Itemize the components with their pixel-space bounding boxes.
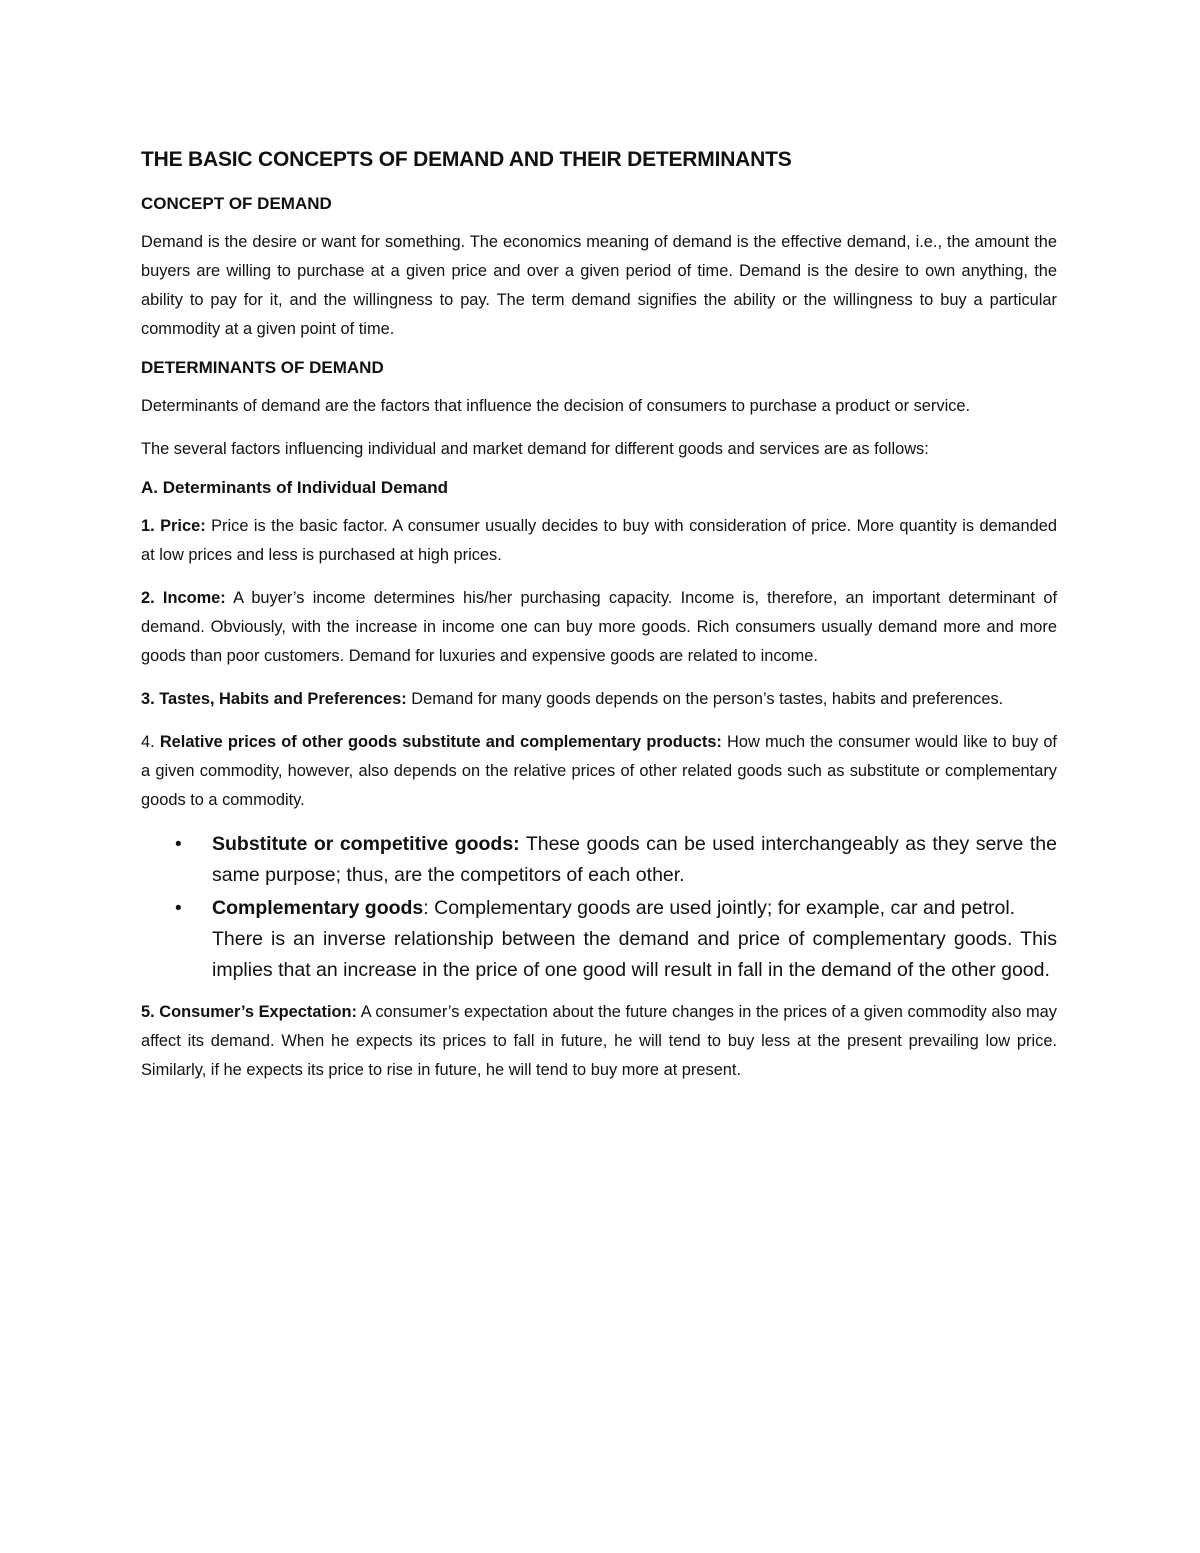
item-text: A consumer’s expectation about the future changes in the prices of a given commodity also may affect its demand. When he expects its prices to fall in future, he will tend to buy less at the present prevailing low price. Similarly, if he expects its price to rise in future, he will tend to buy more at present. xyxy=(141,1003,1057,1079)
item-income xyxy=(141,584,1057,671)
item-text: Price is the basic factor. A consumer usually decides to buy with consideration of price. More quantity is demanded at low prices and less is purchased at high prices. xyxy=(141,517,1057,564)
item-text: A buyer’s income determines his/her purchasing capacity. Income is, therefore, an important determinant of demand. Obviously, with the increase in income one can buy more goods. Rich consumers usually demand more and more goods than poor customers. Demand for luxuries and expensive goods are related to income. xyxy=(141,589,1057,665)
bullet-icon: • xyxy=(175,898,182,919)
concept-heading: CONCEPT OF DEMAND xyxy=(141,194,332,213)
factors-paragraph: The several factors influencing individual and market demand for different goods and services are as follows: xyxy=(141,440,929,458)
document-page xyxy=(141,140,1057,1099)
bullet-text: : Complementary goods are used jointly; for example, car and petrol. xyxy=(423,897,1016,919)
individual-demand-heading: A. Determinants of Individual Demand xyxy=(141,478,448,497)
concept-paragraph: Demand is the desire or want for something. The economics meaning of demand is the effective demand, i.e., the amount the buyers are willing to purchase at a given price and over a given period of time. Demand is the desire to own anything, the ability to pay for it, and the willingness to pay. The term demand signifies the ability or the willingness to buy a particular commodity at a given point of time. xyxy=(141,233,1057,338)
item-title: 3. Tastes, Habits and Preferences: xyxy=(141,690,407,708)
list-item-complementary-goods xyxy=(141,893,1057,986)
item-title: Relative prices of other goods substitute and complementary products: xyxy=(159,733,722,751)
item-prefix: 4. xyxy=(141,733,160,751)
bullet-icon: • xyxy=(175,834,182,855)
item-title: 5. Consumer’s Expectation: xyxy=(141,1003,357,1021)
list-item-substitute-goods xyxy=(141,829,1057,891)
item-text: How much the consumer would like to buy of a given commodity, however, also depends on the relative prices of other related goods such as substitute or complementary goods to a commodity. xyxy=(141,733,1057,809)
bullet-extra-text: There is an inverse relationship between the demand and price of complementary goods. This implies that an increase in the price of one good will result in fall in the demand of the other good. xyxy=(212,928,1057,981)
determinants-heading: DETERMINANTS OF DEMAND xyxy=(141,358,384,377)
bullet-text: These goods can be used interchangeably as they serve the same purpose; thus, are the competitors of each other. xyxy=(212,833,1057,886)
bullet-title: Complementary goods xyxy=(212,897,424,919)
item-title: 2. Income: xyxy=(141,589,226,607)
goods-bullet-list xyxy=(141,829,1057,986)
item-title: 1. Price: xyxy=(141,517,206,535)
determinants-paragraph: Determinants of demand are the factors that influence the decision of consumers to purchase a product or service. xyxy=(141,397,971,415)
item-relative-prices xyxy=(141,728,1057,815)
bullet-title: Substitute or competitive goods: xyxy=(212,833,520,855)
document-title: THE BASIC CONCEPTS OF DEMAND AND THEIR DETERMINANTS xyxy=(141,148,792,171)
item-text: Demand for many goods depends on the person’s tastes, habits and preferences. xyxy=(406,690,1004,708)
item-tastes xyxy=(141,685,1057,714)
item-consumer-expectation xyxy=(141,998,1057,1085)
item-price xyxy=(141,512,1057,570)
